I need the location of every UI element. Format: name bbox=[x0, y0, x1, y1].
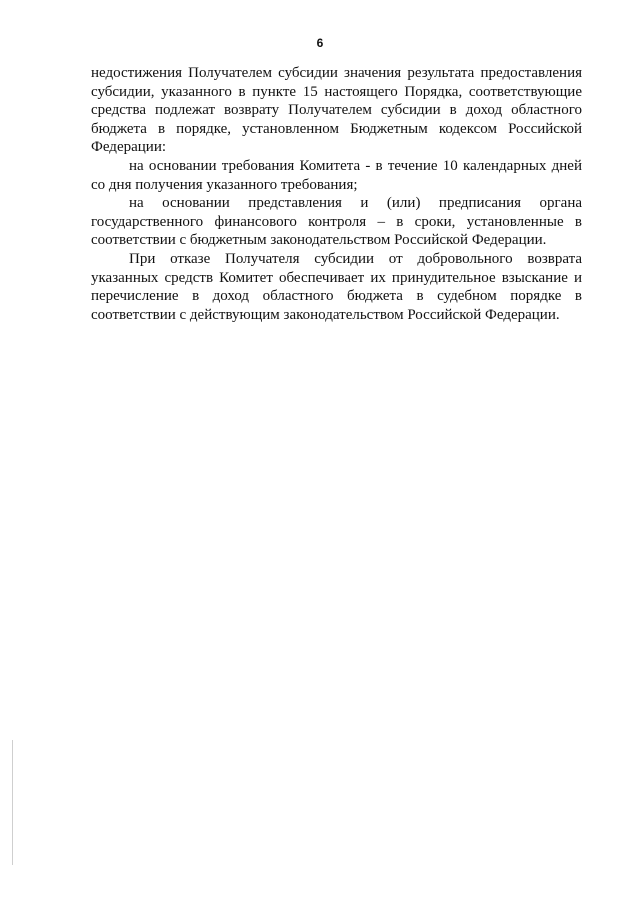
text-line: на основании представления и (или) предписания органа bbox=[129, 195, 582, 212]
text-line: При отказе Получателя субсидии от добровольного возврата bbox=[129, 250, 582, 267]
text-line: средства подлежат возврату Получателем субсидии в доход областного bbox=[91, 102, 582, 119]
text-line: перечисление в доход областного бюджета в судебном порядке в bbox=[91, 288, 582, 305]
paragraph-refund-conditions bbox=[91, 64, 582, 157]
page-number: 6 bbox=[316, 36, 324, 50]
text-line: соответствии с действующим законодательством Российской Федерации. bbox=[91, 306, 560, 323]
text-line: указанных средств Комитет обеспечивает их принудительное взыскание и bbox=[91, 269, 582, 286]
text-line: бюджета в порядке, установленном Бюджетным кодексом Российской bbox=[91, 120, 582, 137]
text-line: государственного финансового контроля – в сроки, установленные в bbox=[91, 213, 582, 230]
text-line: недостижения Получателем субсидии значения результата предоставления bbox=[91, 65, 582, 81]
text-line: субсидии, указанного в пункте 15 настоящего Порядка, соответствующие bbox=[91, 83, 582, 100]
text-line: на основании требования Комитета - в течение 10 календарных дней bbox=[129, 157, 582, 174]
text-line: со дня получения указанного требования; bbox=[91, 176, 358, 193]
paragraph-forced-recovery bbox=[91, 250, 582, 324]
text-line: соответствии с бюджетным законодательством Российской Федерации. bbox=[91, 232, 547, 249]
text-line: Федерации: bbox=[91, 139, 167, 156]
document-body bbox=[91, 64, 582, 324]
paragraph-financial-control bbox=[91, 194, 582, 250]
paragraph-committee-requirement bbox=[91, 157, 582, 194]
scan-margin-line bbox=[12, 740, 13, 865]
